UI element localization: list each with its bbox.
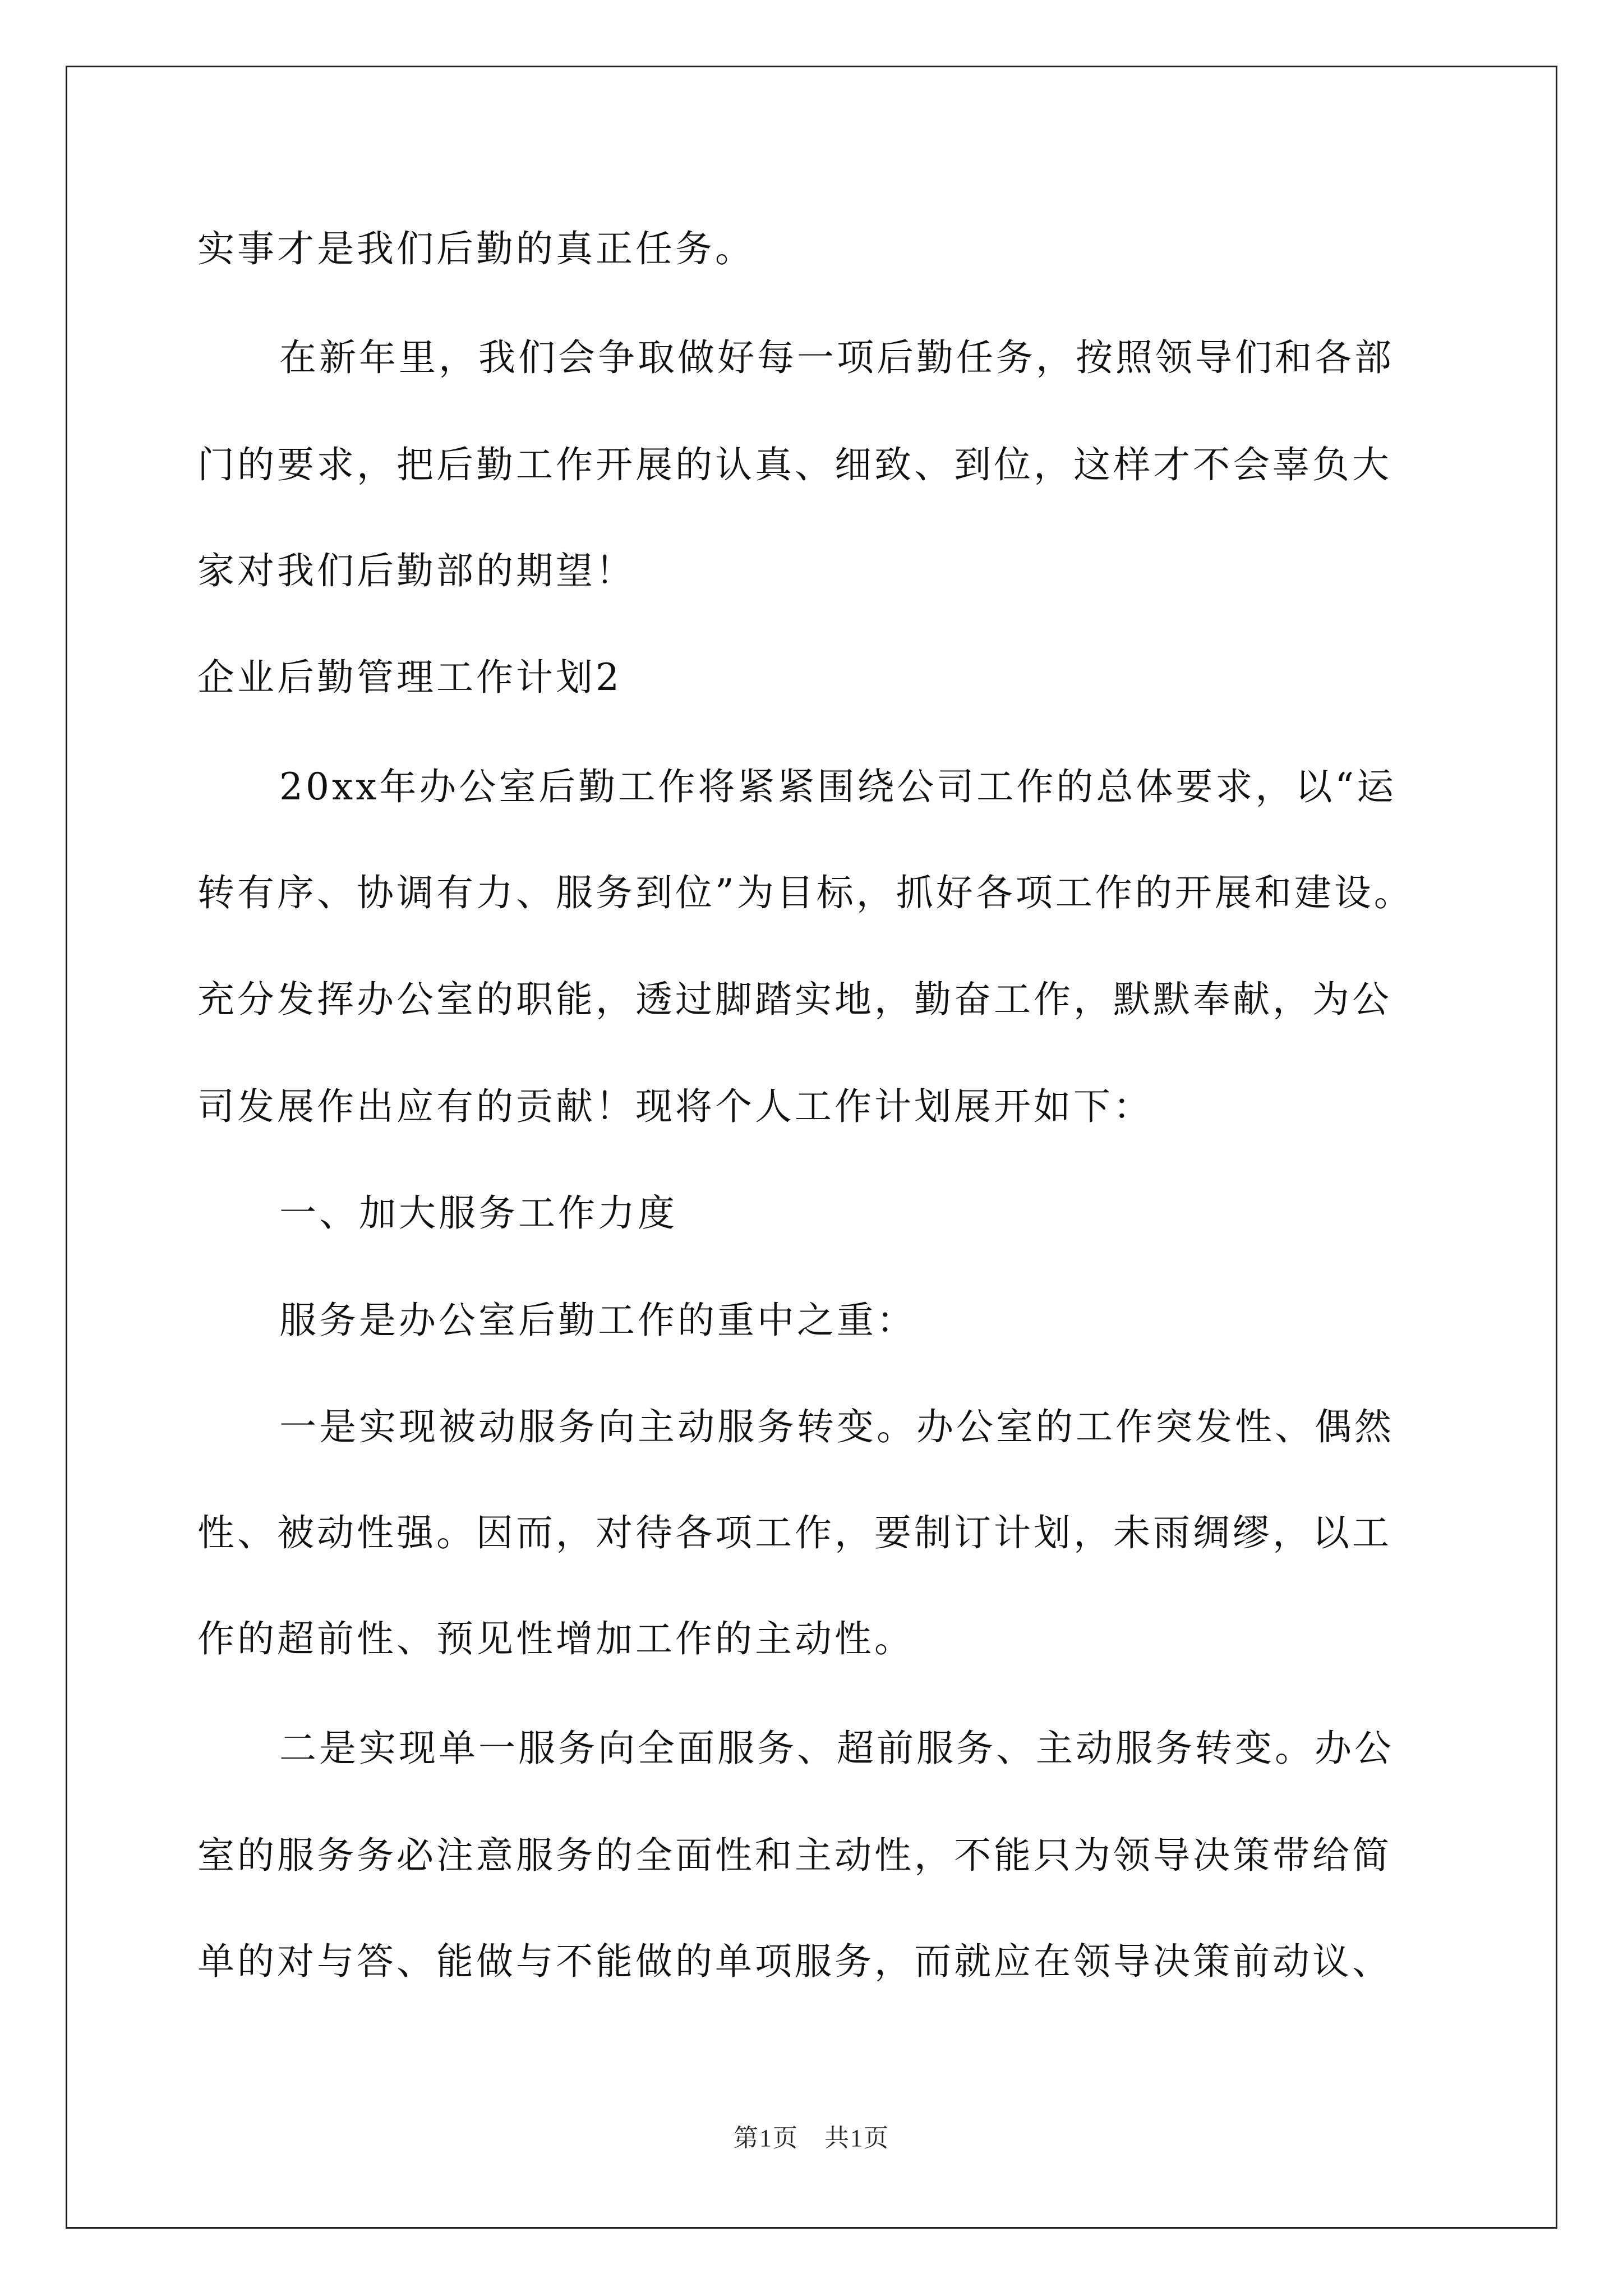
text-line: 20xx年办公室后勤工作将紧紧围绕公司工作的总体要求，以“运 xyxy=(279,765,1397,808)
page-number: 第1页 共1页 xyxy=(734,2124,889,2152)
page-border xyxy=(66,66,1557,2229)
text-line: 充分发挥办公室的职能，透过脚踏实地，勤奋工作，默默奉献，为公 xyxy=(197,978,1392,1021)
text-line: 性、被动性强。因而，对待各项工作，要制订计划，未雨绸缪，以工 xyxy=(197,1511,1392,1554)
text-line: 作的超前性、预见性增加工作的主动性。 xyxy=(197,1617,914,1660)
text-line: 在新年里，我们会争取做好每一项后勤任务，按照领导们和各部 xyxy=(279,336,1394,379)
section-heading: 企业后勤管理工作计划2 xyxy=(197,656,622,699)
text-line: 转有序、协调有力、服务到位”为目标，抓好各项工作的开展和建设。 xyxy=(197,871,1414,914)
subsection-heading: 一、加大服务工作力度 xyxy=(279,1191,677,1235)
text-line: 家对我们后勤部的期望！ xyxy=(197,549,635,592)
text-line: 实事才是我们后勤的真正任务。 xyxy=(197,227,755,270)
text-line: 门的要求，把后勤工作开展的认真、细致、到位，这样才不会辜负大 xyxy=(197,443,1392,486)
text-line: 服务是办公室后勤工作的重中之重： xyxy=(279,1299,916,1342)
text-line: 单的对与答、能做与不能做的单项服务，而就应在领导决策前动议、 xyxy=(197,1940,1392,1983)
text-line: 一是实现被动服务向主动服务转变。办公室的工作突发性、偶然 xyxy=(279,1405,1394,1448)
text-line: 司发展作出应有的贡献！现将个人工作计划展开如下： xyxy=(197,1085,1153,1128)
text-line: 二是实现单一服务向全面服务、超前服务、主动服务转变。办公 xyxy=(279,1727,1394,1770)
text-line: 室的服务务必注意服务的全面性和主动性，不能只为领导决策带给简 xyxy=(197,1834,1392,1877)
